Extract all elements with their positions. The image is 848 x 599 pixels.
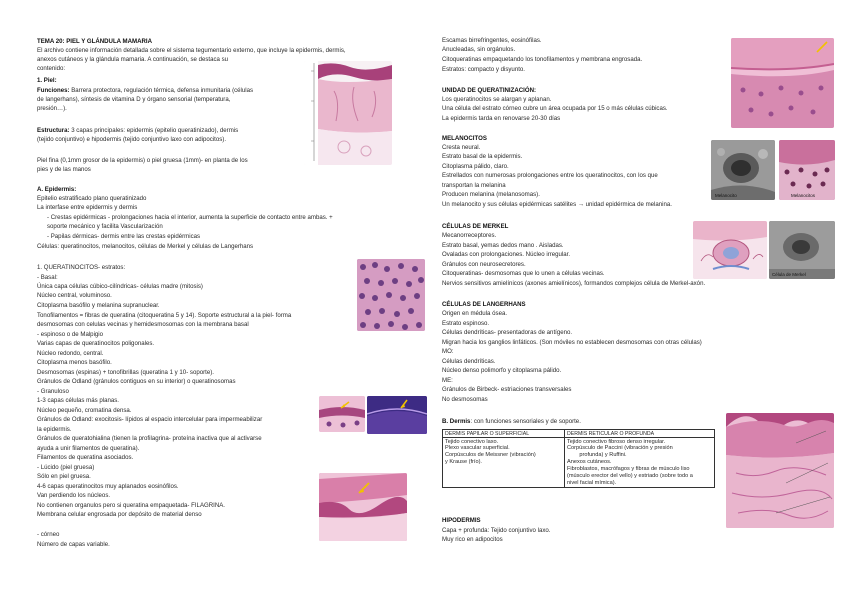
estructura-line [37, 127, 238, 134]
qk-line: Tonofilamentos = fibras de queratina (citoqueratina 5 y 14). Soporte estructural a la piel- forma [37, 312, 292, 319]
qk-line: 4-6 capas queratinocitos muy aplanados eosinófilos. [37, 483, 179, 490]
unidad-line: La epidermis tarda en renovarse 20-30 días [442, 115, 561, 122]
cell-line: nivel facial mímica). [567, 479, 617, 486]
qk-line: No contienen organulos pero si queratina empaquetada- FILAGRINA. [37, 502, 226, 509]
qk-line: - Basal: [37, 274, 58, 281]
funciones-line: presión…). [37, 105, 67, 112]
crestas-line: - Crestas epidérmicas - prolongaciones hacia el interior, aumenta la superficie de contacto entre ambas. + [47, 214, 333, 221]
qk-line: Citoplasma basófilo y melanina supranuclear. [37, 302, 160, 309]
merkel-line: Gránulos con neurosecretores. [442, 261, 526, 268]
qk-line: Filamentos de queratina asociados. [37, 454, 134, 461]
table-cell [565, 438, 715, 488]
melanocitos-label: Melanocitos [791, 193, 816, 198]
hipodermis-line: Muy rico en adipocitos [442, 536, 503, 543]
funciones-line [37, 87, 253, 94]
piel-heading: 1. Piel: [37, 77, 57, 84]
langerhans-line: ME: [442, 377, 453, 384]
funciones-line: de langerhans), síntesis de vitamina D y órgano sensorial (temperatura, [37, 96, 231, 103]
melanocitos-line: Citoplasma pálido, claro. [442, 163, 509, 170]
qk-line: 1. QUERATINOCITOS- estratos: [37, 264, 126, 271]
langerhans-line: No desmosomas [442, 396, 488, 403]
corneo-cont-line: Anucleadas, sin orgánulos. [442, 46, 516, 53]
crestas-line: soporte mecánico y facilita Vascularización [47, 223, 163, 230]
langerhans-line: Migran hacia los ganglios linfáticos. (Son móviles no establecen desmosomas con otras células) [442, 339, 702, 346]
cell-line: Anexos cutáneos. [567, 459, 612, 466]
table-header-row [443, 430, 715, 438]
melanocyte-electron-image [711, 140, 775, 200]
melanocitos-line: Un melanocito y sus células epidérmicas satélites → unidad epidérmica de melanina. [442, 201, 672, 208]
corneo-line: - córneo [37, 531, 60, 538]
qk-line: desmosomas con celulas vecinas y hemidesmosomas con la membrana basal [37, 321, 249, 328]
celulas-line: Células: queratinocitos, melanocitos, células de Merkel y células de Langerhans [37, 243, 254, 250]
merkel-line: Ovaladas con prolongaciones. Núcleo irregular. [442, 251, 571, 258]
table-row [443, 438, 715, 488]
dermis-rest: : con funciones sensoriales y de soporte. [470, 418, 581, 425]
epidermis-heading: A. Epidermis: [37, 186, 77, 193]
merkel-line: Citoqueratinas- desmosomas que lo unen a células vecinas. [442, 270, 605, 277]
corneo-line: Número de capas variable. [37, 541, 110, 548]
merkel-line: Nervios sensitivos amielínicos (axones amielínicos), formandos complejos célula de Merkel-axón. [442, 280, 706, 287]
cell-line: Plexo vascular superficial. [445, 445, 510, 452]
merkel-line: Estrato basal, yemas dedos mano . Aisladas. [442, 242, 564, 249]
unidad-line: Los queratinocitos se alargan y aplanan. [442, 96, 552, 103]
qk-line: Núcleo pequeño, cromatina densa. [37, 407, 132, 414]
qk-line: Sólo en piel gruesa. [37, 473, 91, 480]
unidad-line: Una célula del estrato córneo cubre un área ocupada por 15 o más células cúbicas. [442, 105, 668, 112]
melanocitos-line: Estrato basal de la epidermis. [442, 153, 523, 160]
dermis-label: B. Dermis [442, 418, 471, 425]
qk-line: Única capa células cúbico-cilíndricas- células madre (mitosis) [37, 283, 203, 290]
langerhans-heading: CÉLULAS DE LANGERHANS [442, 301, 526, 308]
langerhans-line: Gránulos de Birbeck- estriaciones transversales [442, 386, 572, 393]
cell-line: profunda) y Ruffini. [567, 452, 627, 459]
qk-line: la epidermis. [37, 426, 72, 433]
dermis-histology-image [726, 413, 834, 528]
estructura-text: 3 capas principales: epidermis (epitelio queratinizado), dermis [69, 127, 239, 134]
granular-layer-purple-image [367, 396, 427, 434]
melanocitos-line: transportan la melanina [442, 182, 506, 189]
intro-line: contenido: [37, 65, 66, 72]
merkel-heading: CÉLULAS DE MERKEL [442, 223, 509, 230]
hipodermis-line: Capa + profunda: Tejido conjuntivo laxo. [442, 527, 551, 534]
table-header: DERMIS PAPILAR O SUPERFICIAL [443, 430, 565, 438]
intro-line: El archivo contiene información detallada sobre el sistema tegumentario externo, que incluye la epidermis, dermis, [37, 47, 346, 54]
cell-line: Tejido conectivo laxo. [445, 438, 499, 445]
funciones-label: Funciones: [37, 87, 70, 94]
cell-line: Corpúsculos de Meissner (vibración) [445, 452, 536, 459]
qk-line: Desmosomas (espinas) + tonofibrillas (queratina 1 y 10- soporte). [37, 369, 214, 376]
epidermis-line: Epitelio estratificado plano queratinizado [37, 195, 147, 202]
cell-line: Tejido conectivo fibroso denso irregular. [567, 438, 666, 445]
table-cell [443, 438, 565, 488]
qk-line: Gránulos de queratohialina (tienen la profilagrina- proteína inactiva que al activarse [37, 435, 262, 442]
langerhans-line: MO: [442, 348, 454, 355]
intro-line: anexos cutáneos y la glándula mamaria. A continuación, se destaca su [37, 56, 229, 63]
langerhans-line: Origen en médula ósea. [442, 310, 508, 317]
merkel-label: Célula de Merkel [772, 272, 806, 277]
corneo-cont-line: Citoqueratinas empaquetando los tonofilamentos y membrana engrosada. [442, 56, 643, 63]
melanocitos-heading: MELANOCITOS [442, 135, 487, 142]
qk-line: - Granuloso [37, 388, 69, 395]
stratum-corneum-image [731, 38, 834, 128]
qk-line: - espinoso o de Malpigio [37, 331, 104, 338]
piel-fina-line: Piel fina (0,1mm grosor de la epidermis) o piel gruesa (1mm)- en planta de los [37, 157, 248, 164]
melanocitos-line: Producen melanina (melanosomas). [442, 191, 540, 198]
melanocytes-histology-image [779, 140, 835, 200]
cell-line: Fibroblastos, macrófagos y fibras de músculo liso [567, 466, 690, 473]
qk-line: ayuda a unir filamentos de queratina). [37, 445, 140, 452]
page-title: TEMA 20: PIEL Y GLÁNDULA MAMARIA [37, 38, 152, 45]
unidad-heading: UNIDAD DE QUERATINIZACIÓN: [442, 87, 536, 94]
qk-line: Citoplasma menos basófilo. [37, 359, 112, 366]
qk-line: Membrana celular engrosada por depósito de material denso [37, 511, 202, 518]
corneo-cont-line: Escamas birrefringentes, eosinófilas. [442, 37, 542, 44]
dermis-table [442, 429, 715, 488]
qk-line: Núcleo central, voluminoso. [37, 292, 112, 299]
merkel-line: Mecanorreceptores. [442, 232, 497, 239]
qk-line: Gránulos de Odland (gránulos contiguos en su interior) o queratinosomas [37, 378, 236, 385]
qk-line: Núcleo redondo, central. [37, 350, 104, 357]
basal-layer-histology-image [357, 259, 425, 331]
hipodermis-heading: HIPODERMIS [442, 517, 481, 524]
merkel-cell-diagram-image [693, 221, 767, 279]
dermis-heading [442, 418, 581, 425]
estructura-line: (tejido conjuntivo) e hipodermis (tejido conjuntivo laxo con adipocitos). [37, 136, 227, 143]
table-header: DERMIS RETICULAR O PROFUNDA [565, 430, 715, 438]
lucid-layer-image [319, 473, 407, 541]
merkel-cell-electron-image [769, 221, 835, 279]
qk-line: 1-3 capas células más planas. [37, 397, 119, 404]
funciones-text: Barrera protectora, regulación térmica, defensa inmunitaria (células [69, 87, 254, 94]
cell-line: y Krause (frío). [445, 459, 482, 466]
skin-layers-histology-image [304, 61, 392, 165]
qk-line: Varias capas de queratinocitos poligonales. [37, 340, 155, 347]
langerhans-line: Núcleo denso polimorfo y citoplasma pálido. [442, 367, 562, 374]
melanocito-label: Melanocito [715, 193, 737, 198]
granular-layer-image [319, 396, 365, 432]
crestas-line: - Papilas dérmicas- dermis entre las crestas epidérmicas [47, 233, 201, 240]
melanocitos-line: Cresta neural. [442, 144, 481, 151]
corneo-cont-line: Estratos: compacto y disyunto. [442, 66, 525, 73]
piel-fina-line: pies y de las manos [37, 166, 91, 173]
estructura-label: Estructura: [37, 127, 70, 134]
langerhans-line: Estrato espinoso. [442, 320, 490, 327]
qk-line: Gránulos de Odland: exocitosis- lípidos al espacio intercelular para impermeabilizar [37, 416, 263, 423]
melanocitos-line: Estrellados con numerosas prolongaciones entre los queratinocitos, con los que [442, 172, 658, 179]
qk-line: Van perdiendo los núcleos. [37, 492, 111, 499]
langerhans-line: Células dendríticas. [442, 358, 496, 365]
qk-line: - Lúcido (piel gruesa) [37, 464, 95, 471]
cell-line: (músculo erector del vello) y estriado (sobre todo a [567, 473, 693, 480]
langerhans-line: Células dendríticas- presentadoras de antígeno. [442, 329, 573, 336]
epidermis-line: La interfase entre epidermis y dermis [37, 204, 138, 211]
cell-line: Corpúsculo de Paccini (vibración y presión [567, 445, 673, 452]
